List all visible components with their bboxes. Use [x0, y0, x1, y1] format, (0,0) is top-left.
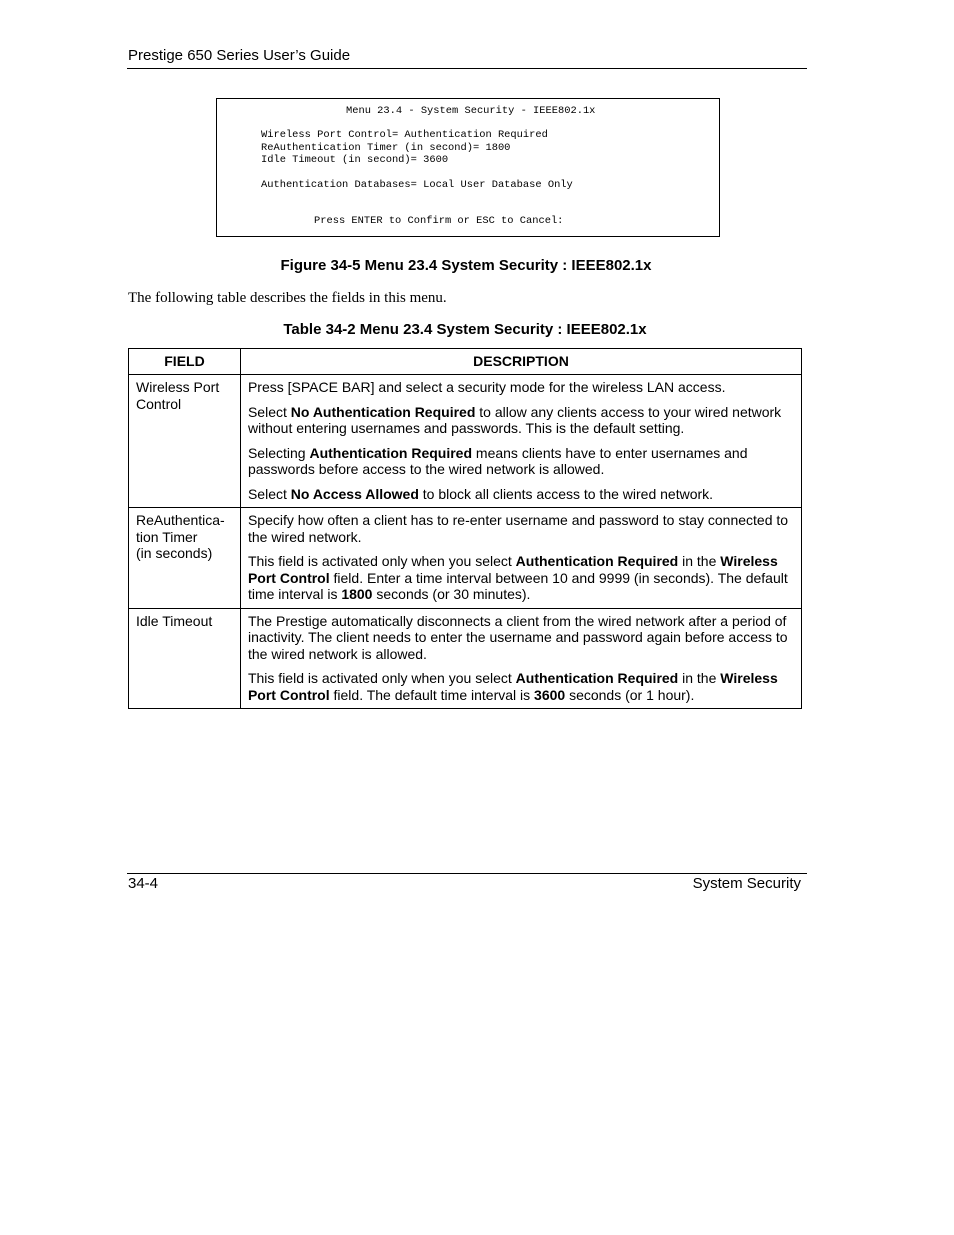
field-name-cell	[129, 508, 241, 609]
field-name	[136, 609, 233, 630]
bold-term: Authentication Required	[309, 444, 473, 461]
description-paragraph	[248, 375, 794, 400]
description-text: Select	[247, 403, 291, 420]
description-paragraph	[248, 666, 794, 708]
description-paragraph	[248, 549, 794, 608]
description-cell	[240, 608, 801, 709]
fields-table	[128, 348, 802, 709]
bold-term: Wireless Port Control	[247, 553, 778, 586]
description-paragraph	[248, 400, 794, 441]
description-text: seconds (or 1 hour).	[565, 686, 695, 703]
description-text: The Prestige automatically disconnects a client from the wired network after a period of inactivity. The client needs to enter the username and password again before access to the wired network is allowed.	[247, 612, 788, 662]
bold-term: Authentication Required	[515, 553, 679, 569]
bold-term: No Authentication Required	[290, 403, 476, 420]
terminal-screen	[216, 98, 720, 237]
bold-term: 1800	[341, 586, 373, 602]
description-text: Specify how often a client has to re-enter username and password to stay connected to the wired network.	[247, 512, 789, 545]
footer-divider	[127, 873, 807, 874]
figure-caption: Figure 34-5 Menu 23.4 System Security : IEEE802.1x	[280, 257, 652, 274]
field-name-line: ReAuthentica-	[136, 512, 225, 528]
table-body	[129, 375, 802, 709]
description-text: in the	[678, 553, 721, 569]
description-text: field. The default time interval is	[329, 686, 535, 703]
field-name-line: Idle Timeout	[136, 612, 213, 629]
terminal-idle-timeout-line: Idle Timeout (in second)= 3600	[261, 154, 449, 166]
description-text: means clients have to enter usernames and passwords before access to the wired network is allowed.	[247, 444, 748, 477]
field-name-line: tion Timer	[136, 528, 198, 545]
bold-term: Wireless Port Control	[247, 670, 778, 703]
header-divider	[127, 68, 807, 69]
field-name-line: Control	[136, 395, 182, 412]
description-text: field. Enter a time interval between 10 and 9999 (in seconds). The default time interval is	[247, 569, 788, 602]
column-header-field: FIELD	[129, 349, 241, 375]
description-paragraph	[248, 508, 794, 549]
description-text: Select	[247, 485, 291, 502]
terminal-reauth-timer-line: ReAuthentication Timer (in second)= 1800	[261, 141, 511, 154]
description-text: to allow any clients access to your wired network without entering usernames and passwords. This is the default setting.	[247, 403, 782, 436]
description-cell	[240, 508, 801, 609]
footer-page-number: 34-4	[128, 875, 159, 892]
table-row	[129, 508, 802, 609]
description-cell	[240, 375, 801, 508]
description-text: seconds (or 30 minutes).	[372, 586, 531, 602]
terminal-port-control-line: Wireless Port Control= Authentication Required	[261, 129, 548, 141]
terminal-menu-title: Menu 23.4 - System Security - IEEE802.1x	[346, 105, 596, 117]
field-name-cell	[129, 608, 241, 709]
description-text: Press [SPACE BAR] and select a security mode for the wireless LAN access.	[247, 379, 726, 395]
table-row	[129, 608, 802, 709]
column-header-description: DESCRIPTION	[240, 349, 801, 375]
description-paragraph	[248, 482, 794, 508]
bold-term: Authentication Required	[515, 670, 679, 686]
footer-section-name: System Security	[692, 875, 801, 892]
description-text: This field is activated only when you select	[247, 670, 516, 686]
description-text: to block all clients access to the wired network.	[418, 485, 714, 502]
description-text: in the	[678, 670, 721, 686]
bold-term: 3600	[534, 686, 566, 703]
field-name	[136, 375, 233, 412]
table-row	[129, 375, 802, 508]
bold-term: No Access Allowed	[290, 485, 419, 502]
intro-paragraph: The following table describes the fields in this menu.	[128, 290, 447, 306]
field-name-cell	[129, 375, 241, 508]
terminal-confirm-prompt: Press ENTER to Confirm or ESC to Cancel:	[314, 215, 564, 227]
description-paragraph	[248, 609, 794, 667]
field-name-line: Wireless Port	[136, 379, 220, 395]
table-caption: Table 34-2 Menu 23.4 System Security : IEEE802.1x	[283, 321, 647, 338]
description-text: This field is activated only when you select	[247, 553, 516, 569]
description-text: Selecting	[247, 444, 310, 461]
terminal-auth-db-line: Authentication Databases= Local User Database Only	[261, 179, 573, 191]
description-paragraph	[248, 441, 794, 482]
page-header-title: Prestige 650 Series User’s Guide	[128, 47, 351, 64]
field-name	[136, 508, 233, 562]
table-header-row	[129, 349, 802, 375]
field-name-line: (in seconds)	[136, 545, 213, 561]
